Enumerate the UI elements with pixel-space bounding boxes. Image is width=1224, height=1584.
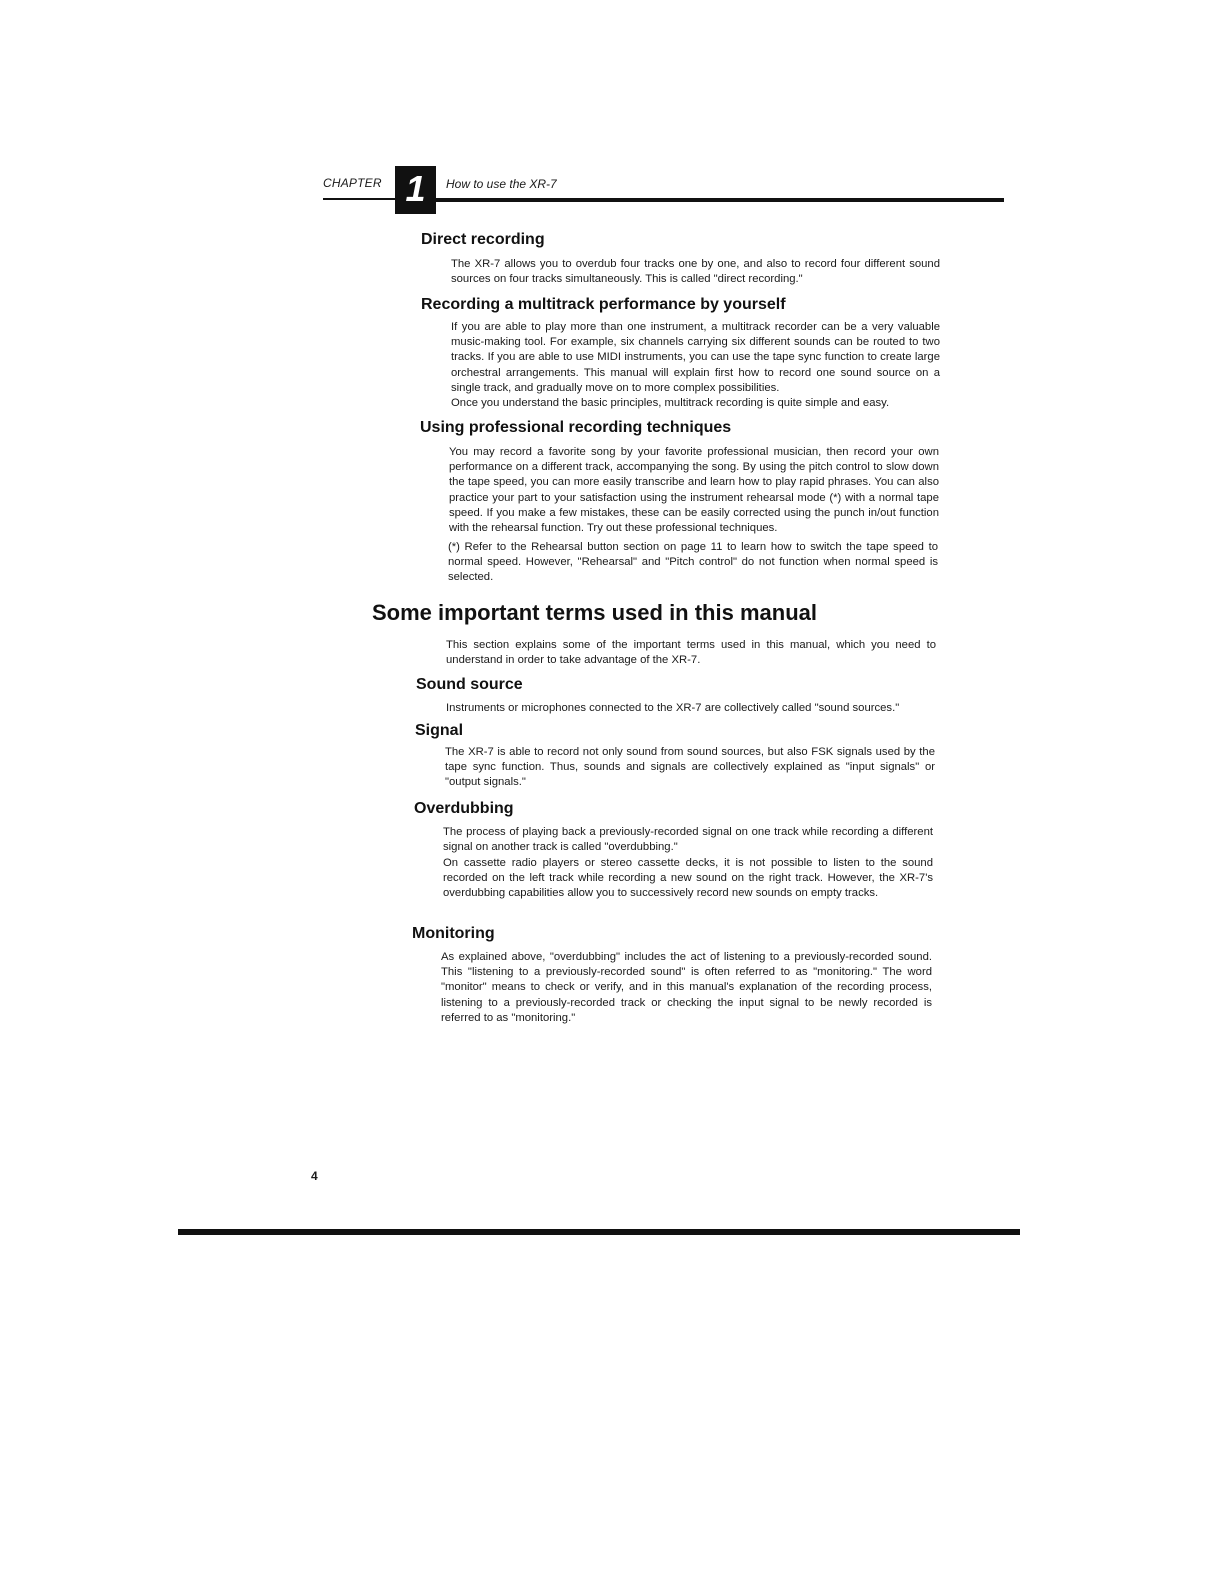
heading-professional-techniques: Using professional recording techniques <box>420 419 732 436</box>
heading-overdubbing: Overdubbing <box>414 800 514 817</box>
chapter-title: How to use the XR-7 <box>446 177 557 191</box>
heading-monitoring: Monitoring <box>412 925 495 942</box>
footer-rule <box>178 1229 1020 1235</box>
paragraph-overdubbing-2: On cassette radio players or stereo cassette decks, it is not possible to listen to the sound recorded on the left track while recording a new sound on the right track. However, the XR-7's overdubbing capabilities allow you to successively record new sounds on empty tracks. <box>443 857 933 900</box>
header-rule-left <box>323 198 395 200</box>
paragraph-rehearsal-note: (*) Refer to the Rehearsal button section on page 11 to learn how to switch the tape speed to normal speed. However, "Rehearsal" and "Pitch control" do not function when normal speed is selected. <box>448 541 938 584</box>
header-rule-right <box>436 198 1004 202</box>
paragraph-important-terms-intro: This section explains some of the important terms used in this manual, which you need to understand in order to take advantage of the XR-7. <box>446 639 936 667</box>
page-number: 4 <box>311 1169 318 1183</box>
paragraph-sound-source: Instruments or microphones connected to the XR-7 are collectively called "sound sources." <box>446 702 900 714</box>
heading-signal: Signal <box>415 722 464 739</box>
heading-multitrack-yourself: Recording a multitrack performance by yourself <box>421 296 786 313</box>
paragraph-monitoring: As explained above, "overdubbing" includes the act of listening to a previously-recorded sound. This "listening to a previously-recorded sound" is often referred to as "monitoring." The word "monitor" means to check or verify, and in this manual's explanation of the recording process, listening to a previously-recorded track or checking the input signal to be newly recorded is referred to as "monitoring." <box>441 951 932 1024</box>
chapter-header <box>0 0 1224 230</box>
heading-direct-recording: Direct recording <box>421 231 545 248</box>
paragraph-overdubbing: The process of playing back a previously-recorded signal on one track while recording a different signal on another track is called "overdubbing." <box>443 826 933 854</box>
paragraph-direct-recording: The XR-7 allows you to overdub four tracks one by one, and also to record four different sound sources on four tracks simultaneously. This is called "direct recording." <box>451 258 940 286</box>
chapter-number-badge: 1 <box>395 166 436 214</box>
chapter-label: CHAPTER <box>323 176 382 190</box>
paragraph-multitrack-yourself-2: Once you understand the basic principles, multitrack recording is quite simple and easy. <box>451 397 890 409</box>
section-title-important-terms: Some important terms used in this manual <box>372 600 817 625</box>
paragraph-multitrack-yourself: If you are able to play more than one instrument, a multitrack recorder can be a very valuable music-making tool. For example, six channels carrying six different sounds can be routed to two tracks. If you are able to use MIDI instruments, you can use the tape sync function to create large orchestral arrangements. This manual will explain first how to record one sound source on a single track, and gradually move on to more complex possibilities. <box>451 321 940 394</box>
heading-sound-source: Sound source <box>416 676 523 693</box>
paragraph-signal: The XR-7 is able to record not only sound from sound sources, but also FSK signals used by the tape sync function. Thus, sounds and signals are collectively explained as "input signals" or "output signals." <box>445 746 935 789</box>
paragraph-professional-techniques: You may record a favorite song by your favorite professional musician, then record your own performance on a different track, accompanying the song. By using the pitch control to slow down the tape speed, you can more easily transcribe and learn how to play rapid phrases. You can also practice your part to your satisfaction using the instrument rehearsal mode (*) with a normal tape speed. If you make a few mistakes, these can be easily corrected using the punch in/out function with the rehearsal function. Try out these professional techniques. <box>449 446 939 535</box>
